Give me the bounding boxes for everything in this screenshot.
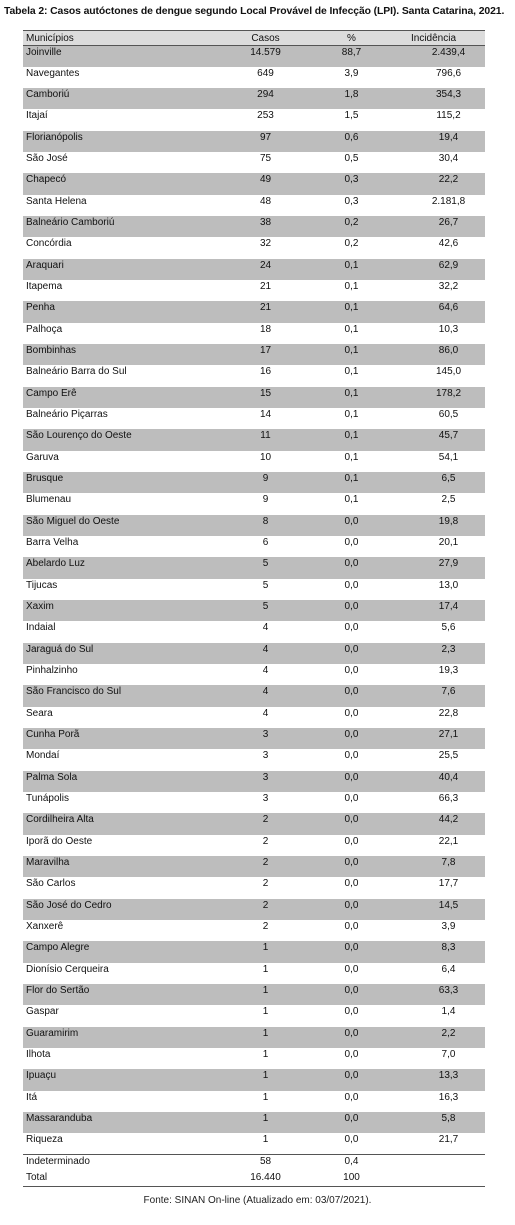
cell-percent: 0,0 bbox=[344, 515, 359, 527]
cell-percent: 0,1 bbox=[344, 451, 359, 463]
table-row bbox=[23, 749, 485, 770]
table-row bbox=[23, 451, 485, 472]
cell-municipio: Camboriú bbox=[26, 89, 70, 101]
table-row bbox=[23, 1048, 485, 1069]
cell-municipio: Blumenau bbox=[26, 494, 72, 506]
cell-incidencia: 8,3 bbox=[441, 942, 456, 954]
table-row bbox=[23, 557, 485, 578]
cell-percent: 0,0 bbox=[344, 750, 359, 762]
cell-casos: 17 bbox=[259, 345, 272, 357]
cell-casos: 2 bbox=[262, 878, 269, 890]
cell-municipio: Jaraguá do Sul bbox=[26, 643, 94, 655]
cell-municipio: Ipuaçu bbox=[26, 1070, 57, 1082]
cell-incidencia: 2.439,4 bbox=[431, 47, 466, 58]
cell-casos: 4 bbox=[262, 707, 269, 719]
cell-percent: 0,0 bbox=[344, 579, 359, 591]
cell-percent: 0,0 bbox=[344, 665, 359, 677]
table-row bbox=[23, 984, 485, 1005]
cell-municipio: Bombinhas bbox=[26, 345, 77, 357]
cell-percent: 0,0 bbox=[344, 686, 359, 698]
table-row bbox=[23, 643, 485, 664]
cell-incidencia: 3,9 bbox=[441, 920, 456, 932]
cell-incidencia: 7,8 bbox=[441, 856, 456, 868]
cell-incidencia: 13,3 bbox=[438, 1070, 459, 1082]
cell-casos: 1 bbox=[262, 1070, 269, 1082]
cell-casos: 11 bbox=[260, 430, 271, 442]
table-row bbox=[23, 728, 485, 749]
cell-incidencia: 30,4 bbox=[438, 153, 459, 165]
cell-percent: 0,2 bbox=[344, 238, 359, 250]
cell-percent: 0,0 bbox=[344, 1006, 359, 1018]
table-row bbox=[23, 173, 485, 194]
cell-percent: 0,1 bbox=[344, 494, 359, 506]
header-municipios: Municípios bbox=[23, 31, 210, 46]
table-row bbox=[23, 835, 485, 856]
cell-incidencia: 178,2 bbox=[435, 387, 462, 399]
cell-incidencia: 2,3 bbox=[441, 643, 456, 655]
cell-percent: 0,1 bbox=[344, 387, 359, 399]
cell-casos: 5 bbox=[262, 558, 269, 570]
cell-incidencia: 27,9 bbox=[438, 558, 459, 570]
cell-casos: 1 bbox=[262, 1134, 269, 1146]
table-row bbox=[23, 46, 485, 67]
indeterminado-row bbox=[23, 1155, 485, 1171]
table-row bbox=[23, 515, 485, 536]
cell-casos: 2 bbox=[262, 920, 269, 932]
cell-municipio: Cunha Porã bbox=[26, 729, 80, 740]
cell-municipio: Araquari bbox=[26, 259, 64, 271]
cell-percent: 0,0 bbox=[344, 622, 359, 634]
cell-casos: 3 bbox=[262, 729, 269, 740]
cell-municipio: Tijucas bbox=[26, 579, 58, 591]
cell-municipio: Brusque bbox=[26, 473, 64, 485]
cell-incidencia: 6,5 bbox=[441, 473, 456, 485]
cell-municipio: Ilhota bbox=[26, 1048, 51, 1060]
cell-percent: 0,0 bbox=[344, 1048, 359, 1060]
cell-incidencia: 21,7 bbox=[438, 1134, 459, 1146]
cell-municipio: Joinville bbox=[26, 47, 62, 58]
cell-percent: 0,0 bbox=[344, 942, 359, 954]
indeterminado-row-percent: 0,4 bbox=[321, 1155, 382, 1171]
cell-casos: 294 bbox=[257, 89, 274, 101]
header-percent: % bbox=[321, 31, 382, 46]
cell-casos: 16 bbox=[259, 366, 272, 378]
cell-incidencia: 796,6 bbox=[435, 67, 462, 79]
table-row bbox=[23, 813, 485, 834]
cell-casos: 5 bbox=[262, 579, 269, 591]
table-row bbox=[23, 67, 485, 88]
cell-incidencia: 26,7 bbox=[438, 217, 459, 229]
cell-percent: 0,0 bbox=[344, 601, 359, 613]
table-row bbox=[23, 237, 485, 258]
cell-municipio: Mondaí bbox=[26, 750, 60, 762]
cell-percent: 3,9 bbox=[344, 67, 359, 79]
cell-casos: 4 bbox=[262, 622, 269, 634]
table-row bbox=[23, 280, 485, 301]
cell-municipio: Palhoça bbox=[26, 323, 63, 335]
cell-incidencia: 22,2 bbox=[438, 174, 459, 186]
cell-casos: 1 bbox=[262, 1112, 269, 1124]
total-row-incidencia bbox=[382, 1171, 485, 1187]
cell-percent: 0,0 bbox=[344, 707, 359, 719]
cell-casos: 15 bbox=[259, 387, 272, 399]
cell-casos: 1 bbox=[262, 1027, 269, 1039]
cell-municipio: Massaranduba bbox=[26, 1112, 93, 1124]
cell-municipio: Abelardo Luz bbox=[26, 558, 85, 570]
cell-percent: 0,0 bbox=[344, 1134, 359, 1146]
cell-casos: 38 bbox=[259, 217, 272, 229]
cell-incidencia: 63,3 bbox=[438, 984, 459, 996]
cell-casos: 2 bbox=[262, 835, 269, 847]
cell-casos: 18 bbox=[259, 323, 272, 335]
table-row bbox=[23, 579, 485, 600]
table-row bbox=[23, 600, 485, 621]
cell-incidencia: 19,3 bbox=[438, 665, 459, 677]
cell-casos: 24 bbox=[259, 259, 272, 271]
cell-incidencia: 42,6 bbox=[438, 238, 459, 250]
cell-percent: 0,6 bbox=[344, 131, 359, 143]
cell-incidencia: 5,6 bbox=[441, 622, 456, 634]
cell-casos: 3 bbox=[262, 792, 269, 804]
cell-percent: 0,1 bbox=[344, 430, 359, 442]
cell-casos: 4 bbox=[262, 665, 269, 677]
table-row bbox=[23, 1091, 485, 1112]
cell-percent: 0,0 bbox=[344, 1112, 359, 1124]
cell-incidencia: 22,8 bbox=[438, 707, 459, 719]
table-row bbox=[23, 1027, 485, 1048]
cell-municipio: São Carlos bbox=[26, 878, 76, 890]
table-row bbox=[23, 109, 485, 130]
cell-municipio: Campo Erê bbox=[26, 387, 77, 399]
table-row bbox=[23, 131, 485, 152]
cell-casos: 3 bbox=[262, 750, 269, 762]
cell-percent: 0,0 bbox=[344, 984, 359, 996]
cell-incidencia: 7,0 bbox=[441, 1048, 456, 1060]
cell-casos: 8 bbox=[262, 515, 269, 527]
cell-incidencia: 44,2 bbox=[438, 814, 459, 826]
cell-municipio: Xaxim bbox=[26, 601, 54, 613]
cell-casos: 10 bbox=[259, 451, 272, 463]
cell-percent: 0,0 bbox=[344, 835, 359, 847]
cell-municipio: Florianópolis bbox=[26, 131, 83, 143]
cell-casos: 14.579 bbox=[250, 47, 281, 58]
table-row bbox=[23, 472, 485, 493]
cell-incidencia: 27,1 bbox=[438, 729, 459, 740]
cell-percent: 0,0 bbox=[344, 558, 359, 570]
source-note: Fonte: SINAN On-line (Atualizado em: 03/07/2021). bbox=[143, 1195, 372, 1206]
total-row-percent: 100 bbox=[321, 1171, 382, 1187]
cell-municipio: Balneário Piçarras bbox=[26, 409, 108, 421]
cell-municipio: Santa Helena bbox=[26, 195, 87, 207]
cell-casos: 75 bbox=[259, 153, 272, 165]
cell-casos: 49 bbox=[259, 174, 272, 186]
total-row-casos: 16.440 bbox=[210, 1171, 321, 1187]
cell-incidencia: 354,3 bbox=[435, 89, 462, 101]
indeterminado-row-incidencia bbox=[382, 1155, 485, 1171]
cell-percent: 0,0 bbox=[344, 899, 359, 911]
cell-municipio: Penha bbox=[26, 302, 55, 314]
table-row bbox=[23, 941, 485, 962]
table-row bbox=[23, 365, 485, 386]
cell-municipio: Navegantes bbox=[26, 67, 80, 79]
table-row bbox=[23, 664, 485, 685]
cell-municipio: Itajaí bbox=[26, 110, 48, 122]
cell-municipio: Riqueza bbox=[26, 1134, 63, 1146]
cell-percent: 0,3 bbox=[344, 195, 359, 207]
cell-percent: 0,1 bbox=[344, 473, 359, 485]
cell-municipio: Xanxerê bbox=[26, 920, 64, 932]
cell-casos: 1 bbox=[262, 1091, 269, 1103]
indeterminado-row-label: Indeterminado bbox=[23, 1155, 210, 1171]
table-row bbox=[23, 792, 485, 813]
table-row bbox=[23, 621, 485, 642]
cell-municipio: São Lourenço do Oeste bbox=[26, 430, 132, 442]
cell-incidencia: 5,8 bbox=[441, 1112, 456, 1124]
cell-incidencia: 40,4 bbox=[438, 771, 459, 783]
cell-percent: 1,5 bbox=[344, 110, 359, 122]
cell-casos: 2 bbox=[262, 814, 269, 826]
cell-municipio: Iporã do Oeste bbox=[26, 835, 93, 847]
cell-incidencia: 54,1 bbox=[438, 451, 459, 463]
indeterminado-row-casos: 58 bbox=[210, 1155, 321, 1171]
cell-percent: 0,5 bbox=[344, 153, 359, 165]
cell-incidencia: 145,0 bbox=[435, 366, 462, 378]
cell-percent: 0,0 bbox=[344, 1027, 359, 1039]
cell-casos: 4 bbox=[262, 643, 269, 655]
table-row bbox=[23, 920, 485, 941]
cell-casos: 1 bbox=[262, 963, 269, 975]
cell-incidencia: 115,2 bbox=[436, 110, 461, 122]
cell-casos: 1 bbox=[262, 1006, 269, 1018]
table-row bbox=[23, 1133, 485, 1154]
cell-percent: 0,1 bbox=[344, 259, 359, 271]
cell-municipio: Pinhalzinho bbox=[26, 665, 78, 677]
cell-incidencia: 19,4 bbox=[438, 131, 459, 143]
cell-incidencia: 60,5 bbox=[438, 409, 459, 421]
cell-municipio: Barra Velha bbox=[26, 537, 79, 549]
cell-incidencia: 2.181,8 bbox=[431, 195, 466, 207]
table-row bbox=[23, 216, 485, 237]
cell-percent: 0,0 bbox=[344, 878, 359, 890]
cell-municipio: Seara bbox=[26, 707, 53, 719]
table-row bbox=[23, 152, 485, 173]
table-row bbox=[23, 323, 485, 344]
cell-percent: 0,0 bbox=[344, 963, 359, 975]
cell-incidencia: 17,4 bbox=[438, 601, 459, 613]
cell-percent: 0,1 bbox=[344, 366, 359, 378]
cell-municipio: Dionísio Cerqueira bbox=[26, 963, 109, 975]
cell-incidencia: 10,3 bbox=[438, 323, 459, 335]
table-title: Tabela 2: Casos autóctones de dengue segundo Local Provável de Infecção (LPI). Santa Catarina, 2021. bbox=[4, 6, 505, 17]
cell-incidencia: 1,4 bbox=[441, 1006, 456, 1018]
cell-municipio: Itá bbox=[26, 1091, 38, 1103]
cell-percent: 0,0 bbox=[344, 1091, 359, 1103]
cell-municipio: São Miguel do Oeste bbox=[26, 515, 120, 527]
cell-casos: 649 bbox=[257, 67, 274, 79]
table-row bbox=[23, 344, 485, 365]
cell-incidencia: 7,6 bbox=[441, 686, 456, 698]
cell-municipio: São José bbox=[26, 153, 68, 165]
cell-incidencia: 17,7 bbox=[438, 878, 459, 890]
cell-incidencia: 66,3 bbox=[438, 792, 459, 804]
cell-casos: 9 bbox=[262, 494, 269, 506]
cell-incidencia: 86,0 bbox=[438, 345, 459, 357]
cell-casos: 48 bbox=[259, 195, 272, 207]
cell-municipio: Cordilheira Alta bbox=[26, 814, 94, 826]
cell-percent: 0,0 bbox=[344, 771, 359, 783]
cell-percent: 0,0 bbox=[344, 537, 359, 549]
cell-percent: 0,0 bbox=[344, 814, 359, 826]
cell-casos: 21 bbox=[259, 281, 272, 293]
table-row bbox=[23, 1069, 485, 1090]
cell-municipio: Itapema bbox=[26, 281, 63, 293]
header-casos: Casos bbox=[210, 31, 321, 46]
cell-casos: 3 bbox=[262, 771, 269, 783]
cell-municipio: Garuva bbox=[26, 451, 59, 463]
cell-casos: 9 bbox=[262, 473, 269, 485]
table-row bbox=[23, 408, 485, 429]
cell-percent: 0,0 bbox=[344, 643, 359, 655]
cell-municipio: Indaial bbox=[26, 622, 56, 634]
cell-incidencia: 25,5 bbox=[438, 750, 459, 762]
cell-incidencia: 64,6 bbox=[438, 302, 459, 314]
cell-percent: 0,2 bbox=[344, 217, 359, 229]
table-row bbox=[23, 493, 485, 514]
table-row bbox=[23, 707, 485, 728]
cell-municipio: Tunápolis bbox=[26, 792, 69, 804]
table-row bbox=[23, 771, 485, 792]
cell-casos: 97 bbox=[259, 131, 272, 143]
cell-percent: 0,0 bbox=[344, 729, 359, 740]
cell-casos: 1 bbox=[262, 984, 269, 996]
cell-municipio: Guaramirim bbox=[26, 1027, 79, 1039]
cell-percent: 0,0 bbox=[344, 920, 359, 932]
cell-percent: 0,0 bbox=[344, 856, 359, 868]
cell-percent: 0,1 bbox=[344, 281, 359, 293]
cell-percent: 0,3 bbox=[344, 174, 359, 186]
header-incidencia: Incidência bbox=[382, 31, 485, 46]
cell-percent: 0,1 bbox=[344, 409, 359, 421]
cell-casos: 5 bbox=[262, 601, 269, 613]
cell-casos: 21 bbox=[259, 302, 272, 314]
cell-municipio: São José do Cedro bbox=[26, 899, 112, 911]
table-row bbox=[23, 899, 485, 920]
table-row bbox=[23, 301, 485, 322]
cell-municipio: Campo Alegre bbox=[26, 942, 90, 954]
cell-municipio: Palma Sola bbox=[26, 771, 78, 783]
total-row-label: Total bbox=[23, 1171, 210, 1187]
cell-incidencia: 14,5 bbox=[438, 899, 459, 911]
cell-casos: 32 bbox=[259, 238, 272, 250]
cell-municipio: Concórdia bbox=[26, 238, 72, 250]
cell-casos: 2 bbox=[262, 899, 269, 911]
cell-percent: 0,0 bbox=[344, 1070, 359, 1082]
cell-incidencia: 6,4 bbox=[441, 963, 456, 975]
cell-percent: 88,7 bbox=[341, 47, 362, 58]
cell-municipio: São Francisco do Sul bbox=[26, 686, 122, 698]
cell-percent: 1,8 bbox=[344, 89, 359, 101]
cell-municipio: Maravilha bbox=[26, 856, 70, 868]
cell-incidencia: 2,2 bbox=[441, 1027, 456, 1039]
cell-percent: 0,0 bbox=[344, 792, 359, 804]
cell-incidencia: 2,5 bbox=[441, 494, 456, 506]
cell-incidencia: 32,2 bbox=[438, 281, 459, 293]
cell-percent: 0,1 bbox=[344, 345, 359, 357]
cell-casos: 6 bbox=[262, 537, 269, 549]
cell-percent: 0,1 bbox=[344, 323, 359, 335]
dengue-cases-table bbox=[23, 30, 485, 1187]
cell-percent: 0,1 bbox=[344, 302, 359, 314]
table-row bbox=[23, 856, 485, 877]
table-body bbox=[23, 46, 485, 1187]
cell-casos: 253 bbox=[257, 110, 274, 122]
cell-municipio: Chapecó bbox=[26, 174, 67, 186]
cell-casos: 1 bbox=[262, 942, 269, 954]
cell-incidencia: 62,9 bbox=[438, 259, 459, 271]
table-row bbox=[23, 387, 485, 408]
cell-incidencia: 19,8 bbox=[438, 515, 459, 527]
cell-incidencia: 13,0 bbox=[438, 579, 459, 591]
table-row bbox=[23, 1112, 485, 1133]
cell-incidencia: 20,1 bbox=[438, 537, 459, 549]
table-row bbox=[23, 963, 485, 984]
table-row bbox=[23, 685, 485, 706]
table-row bbox=[23, 429, 485, 450]
cell-municipio: Balneário Barra do Sul bbox=[26, 366, 127, 378]
cell-casos: 4 bbox=[262, 686, 269, 698]
table-row bbox=[23, 1005, 485, 1026]
cell-casos: 14 bbox=[259, 409, 272, 421]
table-row bbox=[23, 877, 485, 898]
total-row bbox=[23, 1171, 485, 1187]
table-header-row bbox=[23, 31, 485, 46]
cell-casos: 2 bbox=[262, 856, 269, 868]
cell-incidencia: 45,7 bbox=[438, 430, 459, 442]
table-row bbox=[23, 536, 485, 557]
cell-municipio: Balneário Camboriú bbox=[26, 217, 115, 229]
cell-incidencia: 22,1 bbox=[438, 835, 459, 847]
cell-casos: 1 bbox=[262, 1048, 269, 1060]
cell-incidencia: 16,3 bbox=[438, 1091, 459, 1103]
table-row bbox=[23, 88, 485, 109]
table-row bbox=[23, 259, 485, 280]
cell-municipio: Gaspar bbox=[26, 1006, 59, 1018]
cell-municipio: Flor do Sertão bbox=[26, 984, 90, 996]
table-row bbox=[23, 195, 485, 216]
